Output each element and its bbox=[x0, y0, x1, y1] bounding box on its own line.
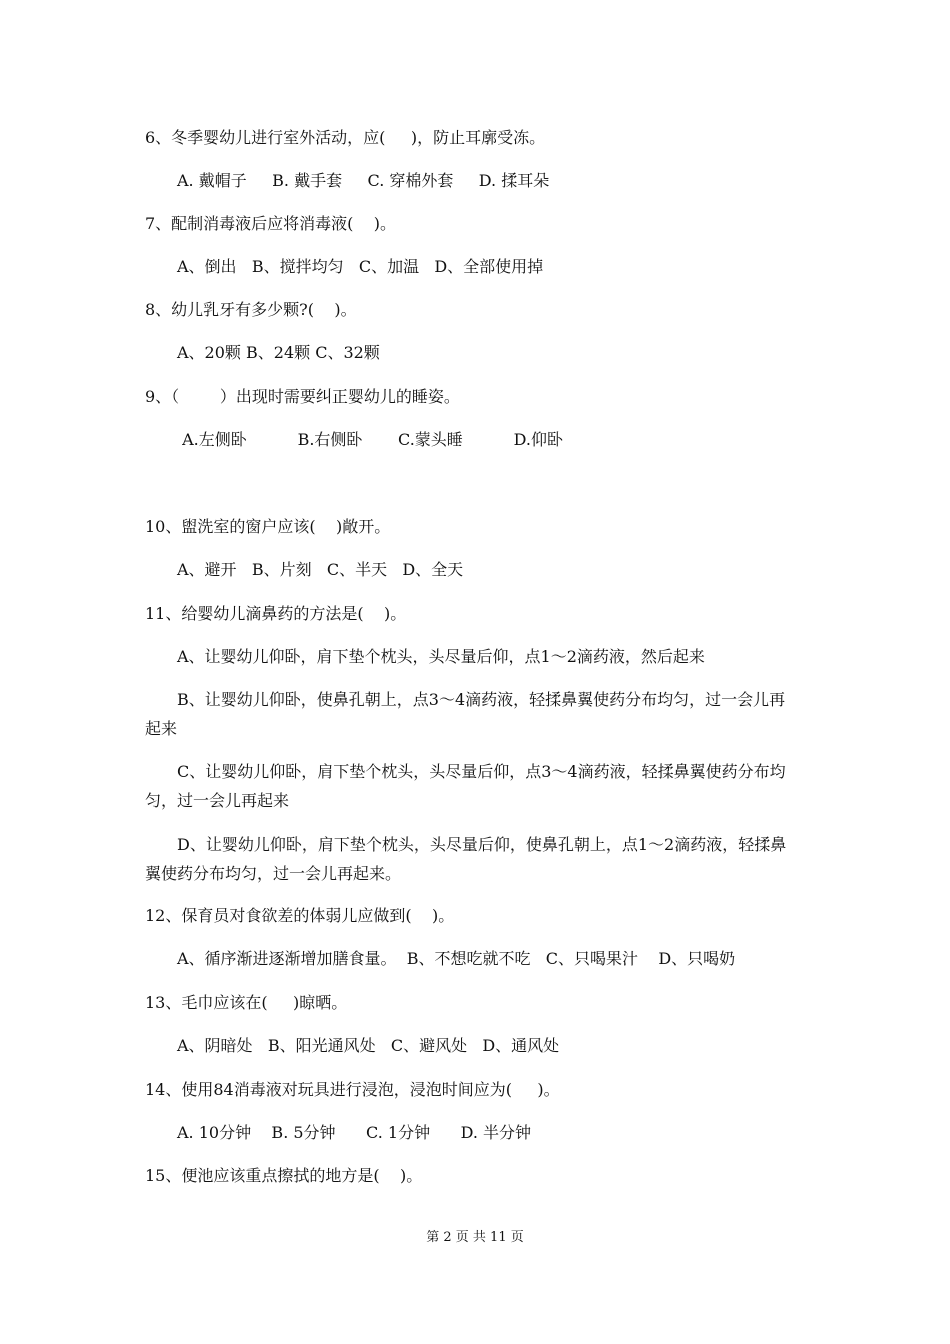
question-11-option-d: D、让婴幼儿仰卧，肩下垫个枕头，头尽量后仰，使鼻孔朝上，点1～2滴药液，轻揉鼻 bbox=[177, 835, 787, 854]
question-6-stem: 6、冬季婴幼儿进行室外活动，应( )，防止耳廓受冻。 bbox=[145, 128, 546, 147]
question-11-option-c: C、让婴幼儿仰卧，肩下垫个枕头，头尽量后仰，点3～4滴药液，轻揉鼻翼使药分布均 bbox=[177, 762, 786, 781]
question-13-stem: 13、毛巾应该在( )晾晒。 bbox=[145, 993, 348, 1012]
page-footer: 第 2 页 共 11 页 bbox=[426, 1230, 524, 1245]
question-10-options: A、避开 B、片刻 C、半天 D、全天 bbox=[177, 560, 464, 579]
question-11-option-c-cont: 匀，过一会儿再起来 bbox=[145, 791, 290, 810]
question-12-stem: 12、保育员对食欲差的体弱儿应做到( )。 bbox=[145, 906, 455, 925]
question-11-option-a: A、让婴幼儿仰卧，肩下垫个枕头，头尽量后仰，点1～2滴药液，然后起来 bbox=[177, 647, 705, 666]
question-11-stem: 11、给婴幼儿滴鼻药的方法是( )。 bbox=[145, 604, 407, 623]
question-14-options: A. 10分钟 B. 5分钟 C. 1分钟 D. 半分钟 bbox=[177, 1123, 532, 1142]
question-8-stem: 8、幼儿乳牙有多少颗?( )。 bbox=[145, 300, 357, 319]
question-8-options: A、20颗 B、24颗 C、32颗 bbox=[177, 343, 380, 362]
question-11-option-d-cont: 翼使药分布均匀，过一会儿再起来。 bbox=[145, 864, 402, 883]
question-13-options: A、阴暗处 B、阳光通风处 C、避风处 D、通风处 bbox=[177, 1036, 560, 1055]
question-14-stem: 14、使用84消毒液对玩具进行浸泡，浸泡时间应为( )。 bbox=[145, 1080, 560, 1099]
question-15-stem: 15、便池应该重点擦拭的地方是( )。 bbox=[145, 1166, 423, 1185]
question-10-stem: 10、盥洗室的窗户应该( )敞开。 bbox=[145, 517, 391, 536]
question-6-options: A. 戴帽子 B. 戴手套 C. 穿棉外套 D. 揉耳朵 bbox=[177, 171, 550, 190]
question-11-option-b-cont: 起来 bbox=[145, 719, 178, 738]
question-9-stem: 9、（ ）出现时需要纠正婴幼儿的睡姿。 bbox=[145, 387, 460, 406]
question-12-options: A、循序渐进逐渐增加膳食量。 B、不想吃就不吃 C、只喝果汁 D、只喝奶 bbox=[177, 949, 736, 968]
question-7-options: A、倒出 B、搅拌均匀 C、加温 D、全部使用掉 bbox=[177, 257, 544, 276]
question-11-option-b: B、让婴幼儿仰卧，使鼻孔朝上，点3～4滴药液，轻揉鼻翼使药分布均匀，过一会儿再 bbox=[177, 690, 786, 709]
question-9-options: A.左侧卧 B.右侧卧 C.蒙头睡 D.仰卧 bbox=[177, 430, 563, 449]
question-7-stem: 7、配制消毒液后应将消毒液( )。 bbox=[145, 214, 397, 233]
